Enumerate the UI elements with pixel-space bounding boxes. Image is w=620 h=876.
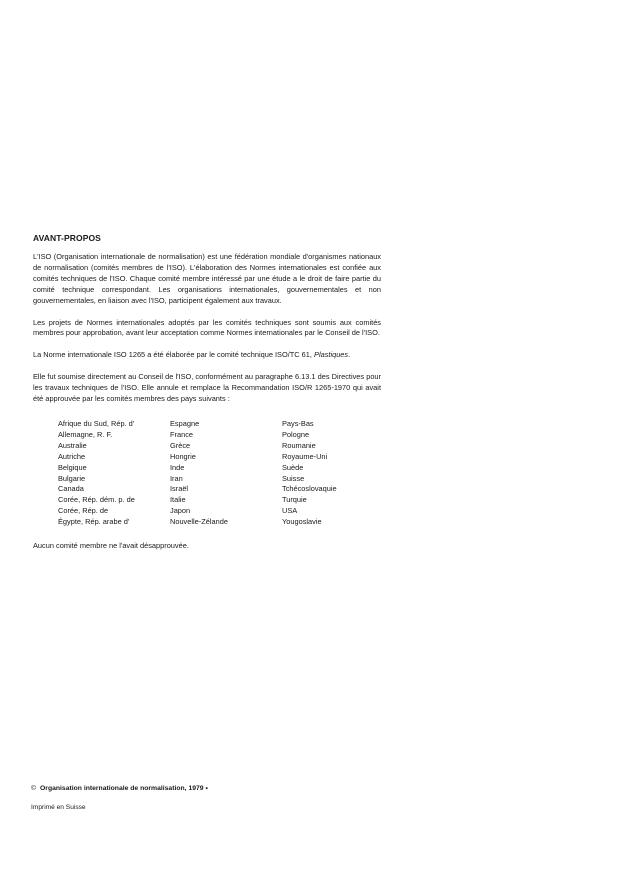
- country-name: Bulgarie: [58, 473, 86, 483]
- country-name: Belgique: [58, 462, 87, 472]
- copyright-text: Organisation internationale de normalisation, 1979 •: [40, 785, 208, 792]
- country-name: Suisse: [282, 473, 305, 483]
- country-name: Nouvelle-Zélande: [170, 517, 228, 527]
- country-name: Roumanie: [282, 440, 316, 450]
- country-name: Inde: [170, 462, 185, 472]
- country-name: Japon: [170, 506, 191, 516]
- country-name: Corée, Rép. de: [58, 506, 109, 516]
- country-name: Italie: [170, 495, 186, 505]
- country-name: Turquie: [282, 495, 307, 505]
- paragraph-submission: Elle fut soumise directement au Conseil de l'ISO, conformément au paragraphe 6.13.1 des Directives pour les travaux techniques de l'ISO. Elle annule et remplace la Recommandation ISO/R 1265-1970 qui avait été approuvée par les comités membres des pays suivants :: [33, 372, 381, 404]
- country-name: Canada: [58, 484, 84, 494]
- country-name: Espagne: [170, 418, 200, 428]
- country-name: Australie: [58, 440, 87, 450]
- country-name: Tchécoslovaquie: [282, 484, 337, 494]
- country-name: Iran: [170, 473, 183, 483]
- copyright-icon: ©: [31, 785, 37, 792]
- country-name: Hongrie: [170, 451, 196, 461]
- country-name: Israël: [170, 484, 189, 494]
- country-name: Autriche: [58, 451, 86, 461]
- country-name: Pologne: [282, 429, 310, 439]
- section-heading: AVANT-PROPOS: [33, 233, 101, 243]
- country-name: Égypte, Rép. arabe d': [58, 517, 130, 527]
- country-list: [58, 419, 381, 528]
- country-name: Royaume-Uni: [282, 451, 328, 461]
- country-name: Grèce: [170, 440, 191, 450]
- paragraph-standard-origin-text: La Norme internationale ISO 1265 a été élaborée par le comité technique ISO/TC 61,: [33, 350, 315, 360]
- foreword-section: [33, 233, 381, 550]
- paragraph-approval-process: Les projets de Normes internationales adoptés par les comités techniques sont soumis aux comités membres pour approbation, avant leur acceptation comme Normes internationales par le Conseil de l'ISO.: [33, 317, 381, 338]
- country-name: Pays-Bas: [282, 418, 314, 428]
- country-name: Afrique du Sud, Rép. d': [58, 418, 135, 428]
- closing-statement: Aucun comité membre ne l'avait désapprouvée.: [33, 541, 189, 551]
- country-name: Yougoslavie: [282, 517, 322, 527]
- printed-in: Imprimé en Suisse: [31, 804, 86, 811]
- paragraph-standard-origin: [33, 350, 381, 361]
- country-name: Corée, Rép. dém. p. de: [58, 495, 135, 505]
- country-name: USA: [282, 506, 298, 516]
- country-name: Allemagne, R. F.: [58, 429, 113, 439]
- country-name: Suède: [282, 462, 304, 472]
- paragraph-iso-description: L'ISO (Organisation internationale de normalisation) est une fédération mondiale d'organismes nationaux de normalisation (comités membres de l'ISO). L'élaboration des Normes internationales est confiée aux comités techniques de l'ISO. Chaque comité membre intéressé par une étude a le droit de faire partie du comité technique correspondant. Les organisations internationales, gouvernementales et non gouvernementales, en liaison avec l'ISO, participent également aux travaux.: [33, 252, 381, 305]
- committee-name: Plastiques: [314, 350, 349, 360]
- paragraph-standard-origin-end: .: [348, 350, 351, 360]
- country-name: France: [170, 429, 194, 439]
- copyright-line: [31, 785, 208, 792]
